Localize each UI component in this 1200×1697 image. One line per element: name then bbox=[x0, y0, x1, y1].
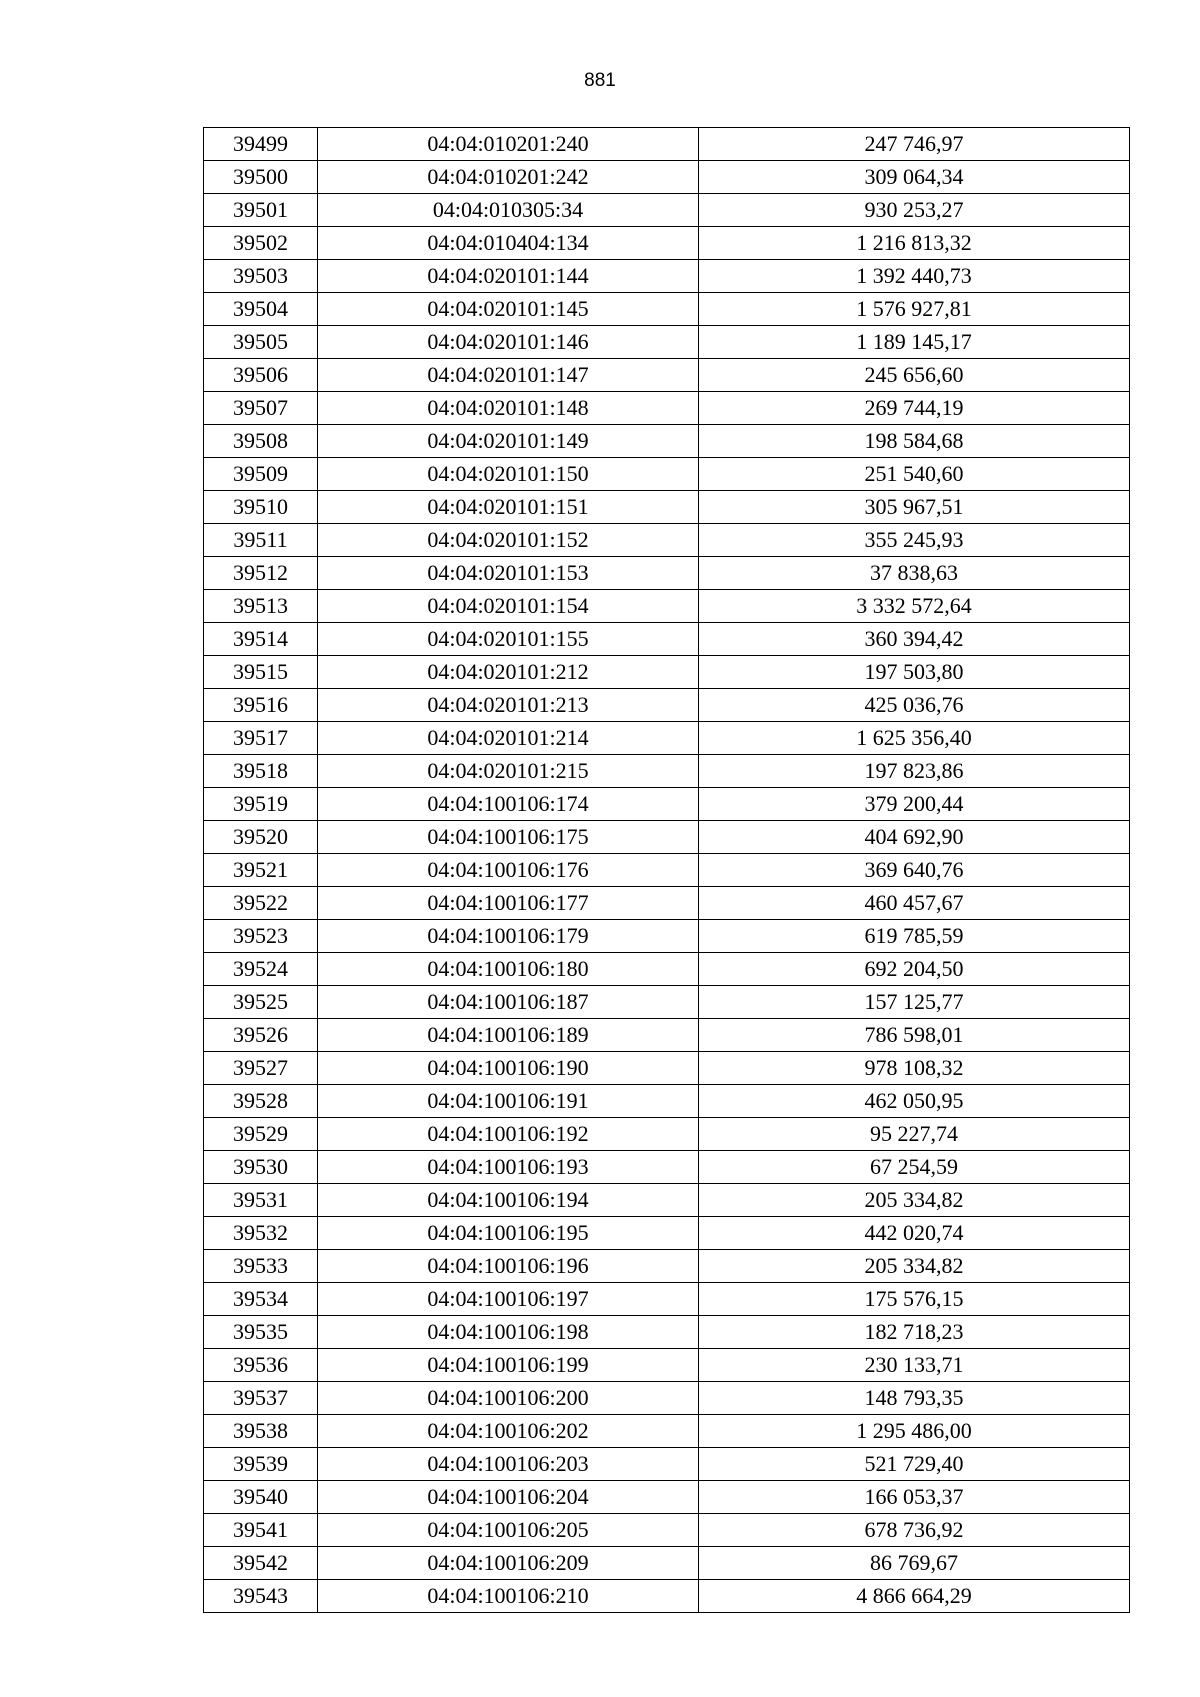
cadastral-value-cell: 1 576 927,81 bbox=[699, 293, 1130, 326]
cadastral-number-cell: 04:04:020101:214 bbox=[318, 722, 699, 755]
row-number-cell: 39525 bbox=[204, 986, 318, 1019]
table-row bbox=[204, 1382, 1130, 1415]
cadastral-value-cell: 197 503,80 bbox=[699, 656, 1130, 689]
row-number-cell: 39505 bbox=[204, 326, 318, 359]
table-row bbox=[204, 161, 1130, 194]
page-number: 881 bbox=[584, 70, 616, 91]
row-number-cell: 39518 bbox=[204, 755, 318, 788]
table-row bbox=[204, 1217, 1130, 1250]
cadastral-number-cell: 04:04:100106:176 bbox=[318, 854, 699, 887]
row-number-cell: 39532 bbox=[204, 1217, 318, 1250]
cadastral-value-cell: 4 866 664,29 bbox=[699, 1580, 1130, 1613]
cadastral-value-cell: 1 189 145,17 bbox=[699, 326, 1130, 359]
cadastral-value-cell: 230 133,71 bbox=[699, 1349, 1130, 1382]
row-number-cell: 39513 bbox=[204, 590, 318, 623]
table-row bbox=[204, 1118, 1130, 1151]
cadastral-value-cell: 309 064,34 bbox=[699, 161, 1130, 194]
cadastral-value-cell: 355 245,93 bbox=[699, 524, 1130, 557]
cadastral-number-cell: 04:04:100106:190 bbox=[318, 1052, 699, 1085]
row-number-cell: 39500 bbox=[204, 161, 318, 194]
row-number-cell: 39539 bbox=[204, 1448, 318, 1481]
cadastral-number-cell: 04:04:020101:148 bbox=[318, 392, 699, 425]
table-row bbox=[204, 491, 1130, 524]
cadastral-number-cell: 04:04:100106:193 bbox=[318, 1151, 699, 1184]
row-number-cell: 39503 bbox=[204, 260, 318, 293]
table-row bbox=[204, 293, 1130, 326]
row-number-cell: 39517 bbox=[204, 722, 318, 755]
table-row bbox=[204, 755, 1130, 788]
row-number-cell: 39508 bbox=[204, 425, 318, 458]
row-number-cell: 39542 bbox=[204, 1547, 318, 1580]
cadastral-value-cell: 369 640,76 bbox=[699, 854, 1130, 887]
cadastral-value-cell: 197 823,86 bbox=[699, 755, 1130, 788]
cadastral-value-cell: 247 746,97 bbox=[699, 128, 1130, 161]
cadastral-number-cell: 04:04:100106:210 bbox=[318, 1580, 699, 1613]
row-number-cell: 39502 bbox=[204, 227, 318, 260]
cadastral-value-cell: 1 625 356,40 bbox=[699, 722, 1130, 755]
cadastral-number-cell: 04:04:020101:146 bbox=[318, 326, 699, 359]
table-row bbox=[204, 392, 1130, 425]
row-number-cell: 39541 bbox=[204, 1514, 318, 1547]
table-row bbox=[204, 953, 1130, 986]
cadastral-number-cell: 04:04:100106:200 bbox=[318, 1382, 699, 1415]
cadastral-number-cell: 04:04:100106:196 bbox=[318, 1250, 699, 1283]
cadastral-value-cell: 1 295 486,00 bbox=[699, 1415, 1130, 1448]
table-row bbox=[204, 788, 1130, 821]
cadastral-number-cell: 04:04:100106:195 bbox=[318, 1217, 699, 1250]
cadastral-value-cell: 786 598,01 bbox=[699, 1019, 1130, 1052]
row-number-cell: 39511 bbox=[204, 524, 318, 557]
cadastral-number-cell: 04:04:020101:145 bbox=[318, 293, 699, 326]
cadastral-number-cell: 04:04:100106:199 bbox=[318, 1349, 699, 1382]
table-row bbox=[204, 1415, 1130, 1448]
cadastral-number-cell: 04:04:010201:240 bbox=[318, 128, 699, 161]
table-row bbox=[204, 590, 1130, 623]
table-row bbox=[204, 1547, 1130, 1580]
table-row bbox=[204, 1349, 1130, 1382]
table-row bbox=[204, 260, 1130, 293]
table-row bbox=[204, 1085, 1130, 1118]
cadastral-value-cell: 157 125,77 bbox=[699, 986, 1130, 1019]
cadastral-value-cell: 86 769,67 bbox=[699, 1547, 1130, 1580]
table-row bbox=[204, 656, 1130, 689]
table-row bbox=[204, 1151, 1130, 1184]
table-row bbox=[204, 557, 1130, 590]
cadastral-value-cell: 930 253,27 bbox=[699, 194, 1130, 227]
table-row bbox=[204, 722, 1130, 755]
cadastral-value-cell: 245 656,60 bbox=[699, 359, 1130, 392]
table-row bbox=[204, 854, 1130, 887]
cadastral-number-cell: 04:04:020101:144 bbox=[318, 260, 699, 293]
cadastral-number-cell: 04:04:100106:180 bbox=[318, 953, 699, 986]
table-row bbox=[204, 524, 1130, 557]
table-row bbox=[204, 227, 1130, 260]
cadastral-value-cell: 978 108,32 bbox=[699, 1052, 1130, 1085]
cadastral-number-cell: 04:04:100106:187 bbox=[318, 986, 699, 1019]
cadastral-number-cell: 04:04:100106:177 bbox=[318, 887, 699, 920]
table-body bbox=[204, 128, 1130, 1613]
cadastral-value-cell: 425 036,76 bbox=[699, 689, 1130, 722]
cadastral-number-cell: 04:04:020101:151 bbox=[318, 491, 699, 524]
table-row bbox=[204, 821, 1130, 854]
cadastral-value-cell: 1 216 813,32 bbox=[699, 227, 1130, 260]
cadastral-number-cell: 04:04:100106:203 bbox=[318, 1448, 699, 1481]
cadastral-value-cell: 3 332 572,64 bbox=[699, 590, 1130, 623]
table-row bbox=[204, 1250, 1130, 1283]
cadastral-value-cell: 462 050,95 bbox=[699, 1085, 1130, 1118]
table-row bbox=[204, 458, 1130, 491]
cadastral-value-cell: 148 793,35 bbox=[699, 1382, 1130, 1415]
cadastral-value-cell: 198 584,68 bbox=[699, 425, 1130, 458]
row-number-cell: 39516 bbox=[204, 689, 318, 722]
table-row bbox=[204, 1283, 1130, 1316]
row-number-cell: 39501 bbox=[204, 194, 318, 227]
cadastral-value-cell: 251 540,60 bbox=[699, 458, 1130, 491]
table-row bbox=[204, 920, 1130, 953]
row-number-cell: 39499 bbox=[204, 128, 318, 161]
row-number-cell: 39533 bbox=[204, 1250, 318, 1283]
table-row bbox=[204, 1019, 1130, 1052]
row-number-cell: 39514 bbox=[204, 623, 318, 656]
cadastral-value-cell: 67 254,59 bbox=[699, 1151, 1130, 1184]
cadastral-number-cell: 04:04:100106:189 bbox=[318, 1019, 699, 1052]
cadastral-value-cell: 521 729,40 bbox=[699, 1448, 1130, 1481]
cadastral-number-cell: 04:04:100106:174 bbox=[318, 788, 699, 821]
row-number-cell: 39528 bbox=[204, 1085, 318, 1118]
cadastral-number-cell: 04:04:010404:134 bbox=[318, 227, 699, 260]
cadastral-value-cell: 442 020,74 bbox=[699, 1217, 1130, 1250]
row-number-cell: 39531 bbox=[204, 1184, 318, 1217]
cadastral-number-cell: 04:04:100106:179 bbox=[318, 920, 699, 953]
cadastral-number-cell: 04:04:100106:192 bbox=[318, 1118, 699, 1151]
cadastral-value-cell: 269 744,19 bbox=[699, 392, 1130, 425]
row-number-cell: 39522 bbox=[204, 887, 318, 920]
table-row bbox=[204, 887, 1130, 920]
row-number-cell: 39529 bbox=[204, 1118, 318, 1151]
row-number-cell: 39523 bbox=[204, 920, 318, 953]
row-number-cell: 39538 bbox=[204, 1415, 318, 1448]
cadastral-number-cell: 04:04:010305:34 bbox=[318, 194, 699, 227]
row-number-cell: 39537 bbox=[204, 1382, 318, 1415]
cadastral-value-cell: 619 785,59 bbox=[699, 920, 1130, 953]
table-row bbox=[204, 1514, 1130, 1547]
cadastral-number-cell: 04:04:100106:194 bbox=[318, 1184, 699, 1217]
row-number-cell: 39534 bbox=[204, 1283, 318, 1316]
row-number-cell: 39520 bbox=[204, 821, 318, 854]
table-row bbox=[204, 1481, 1130, 1514]
cadastral-number-cell: 04:04:100106:205 bbox=[318, 1514, 699, 1547]
table-row bbox=[204, 1316, 1130, 1349]
table-row bbox=[204, 1052, 1130, 1085]
row-number-cell: 39515 bbox=[204, 656, 318, 689]
cadastral-number-cell: 04:04:020101:152 bbox=[318, 524, 699, 557]
cadastral-number-cell: 04:04:020101:147 bbox=[318, 359, 699, 392]
row-number-cell: 39540 bbox=[204, 1481, 318, 1514]
row-number-cell: 39526 bbox=[204, 1019, 318, 1052]
table-row bbox=[204, 359, 1130, 392]
cadastral-value-cell: 360 394,42 bbox=[699, 623, 1130, 656]
cadastral-value-cell: 678 736,92 bbox=[699, 1514, 1130, 1547]
cadastral-value-cell: 305 967,51 bbox=[699, 491, 1130, 524]
cadastral-number-cell: 04:04:020101:212 bbox=[318, 656, 699, 689]
cadastral-number-cell: 04:04:100106:198 bbox=[318, 1316, 699, 1349]
row-number-cell: 39512 bbox=[204, 557, 318, 590]
row-number-cell: 39521 bbox=[204, 854, 318, 887]
cadastral-number-cell: 04:04:010201:242 bbox=[318, 161, 699, 194]
cadastral-value-cell: 692 204,50 bbox=[699, 953, 1130, 986]
cadastral-value-cell: 166 053,37 bbox=[699, 1481, 1130, 1514]
cadastral-number-cell: 04:04:020101:155 bbox=[318, 623, 699, 656]
row-number-cell: 39543 bbox=[204, 1580, 318, 1613]
cadastral-number-cell: 04:04:020101:154 bbox=[318, 590, 699, 623]
row-number-cell: 39507 bbox=[204, 392, 318, 425]
row-number-cell: 39509 bbox=[204, 458, 318, 491]
cadastral-value-cell: 404 692,90 bbox=[699, 821, 1130, 854]
row-number-cell: 39504 bbox=[204, 293, 318, 326]
cadastral-value-cell: 95 227,74 bbox=[699, 1118, 1130, 1151]
cadastral-number-cell: 04:04:020101:215 bbox=[318, 755, 699, 788]
row-number-cell: 39536 bbox=[204, 1349, 318, 1382]
cadastral-value-cell: 205 334,82 bbox=[699, 1250, 1130, 1283]
cadastral-value-table bbox=[203, 127, 1130, 1613]
table-row bbox=[204, 1448, 1130, 1481]
row-number-cell: 39506 bbox=[204, 359, 318, 392]
row-number-cell: 39530 bbox=[204, 1151, 318, 1184]
cadastral-number-cell: 04:04:020101:153 bbox=[318, 557, 699, 590]
cadastral-number-cell: 04:04:100106:175 bbox=[318, 821, 699, 854]
cadastral-value-cell: 460 457,67 bbox=[699, 887, 1130, 920]
row-number-cell: 39524 bbox=[204, 953, 318, 986]
cadastral-value-cell: 205 334,82 bbox=[699, 1184, 1130, 1217]
table-row bbox=[204, 425, 1130, 458]
cadastral-number-cell: 04:04:020101:150 bbox=[318, 458, 699, 491]
cadastral-value-cell: 37 838,63 bbox=[699, 557, 1130, 590]
cadastral-number-cell: 04:04:020101:213 bbox=[318, 689, 699, 722]
table-row bbox=[204, 623, 1130, 656]
table-row bbox=[204, 1184, 1130, 1217]
row-number-cell: 39519 bbox=[204, 788, 318, 821]
cadastral-number-cell: 04:04:100106:197 bbox=[318, 1283, 699, 1316]
cadastral-value-cell: 1 392 440,73 bbox=[699, 260, 1130, 293]
cadastral-value-cell: 182 718,23 bbox=[699, 1316, 1130, 1349]
table-row bbox=[204, 1580, 1130, 1613]
cadastral-value-cell: 379 200,44 bbox=[699, 788, 1130, 821]
row-number-cell: 39535 bbox=[204, 1316, 318, 1349]
row-number-cell: 39527 bbox=[204, 1052, 318, 1085]
table-row bbox=[204, 689, 1130, 722]
cadastral-number-cell: 04:04:100106:191 bbox=[318, 1085, 699, 1118]
table-row bbox=[204, 326, 1130, 359]
cadastral-number-cell: 04:04:100106:202 bbox=[318, 1415, 699, 1448]
cadastral-number-cell: 04:04:100106:209 bbox=[318, 1547, 699, 1580]
cadastral-number-cell: 04:04:020101:149 bbox=[318, 425, 699, 458]
table-row bbox=[204, 128, 1130, 161]
cadastral-value-cell: 175 576,15 bbox=[699, 1283, 1130, 1316]
cadastral-number-cell: 04:04:100106:204 bbox=[318, 1481, 699, 1514]
row-number-cell: 39510 bbox=[204, 491, 318, 524]
table-row bbox=[204, 194, 1130, 227]
table-row bbox=[204, 986, 1130, 1019]
